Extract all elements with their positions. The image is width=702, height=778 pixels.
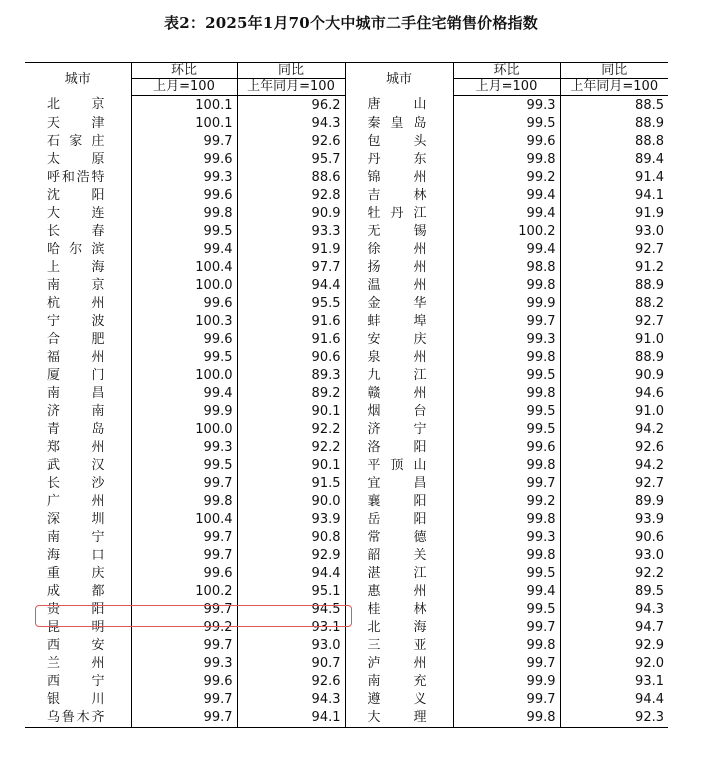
table-row <box>25 258 668 276</box>
city-name-left: 长春 <box>47 223 105 239</box>
table-row <box>25 294 668 312</box>
table-row <box>25 528 668 546</box>
mom-value-left: 99.3 <box>131 168 237 186</box>
mom-value-left: 99.3 <box>131 654 237 672</box>
city-name-right: 扬州 <box>345 258 453 276</box>
mom-value-right: 99.8 <box>453 384 560 402</box>
mom-value-left: 100.0 <box>131 420 237 438</box>
mom-base-left: 上月=100 <box>131 79 237 96</box>
table-row <box>25 510 668 528</box>
city-name-right: 宜昌 <box>345 474 453 492</box>
yoy-value-left: 90.0 <box>237 492 345 510</box>
yoy-value-left: 90.8 <box>237 528 345 546</box>
yoy-value-right: 90.9 <box>560 366 668 384</box>
table-title: 表2：2025年1月70个大中城市二手住宅销售价格指数 <box>164 14 538 32</box>
mom-value-left: 99.6 <box>131 150 237 168</box>
yoy-value-left: 93.1 <box>237 618 345 636</box>
city-name-right: 韶关 <box>345 546 453 564</box>
mom-value-right: 99.7 <box>453 654 560 672</box>
highlight-box <box>35 605 352 627</box>
yoy-value-left: 91.6 <box>237 312 345 330</box>
yoy-value-right: 88.9 <box>560 114 668 132</box>
city-name-left: 乌鲁木齐 <box>25 708 131 728</box>
city-name-right: 常德 <box>345 528 453 546</box>
city-name-right: 湛江 <box>345 564 453 582</box>
mom-header-right: 环比 <box>453 63 560 79</box>
mom-value-right: 99.8 <box>453 708 560 728</box>
city-name-left: 杭州 <box>47 295 105 311</box>
mom-value-left: 100.0 <box>131 276 237 294</box>
city-name-right: 金华 <box>345 294 453 312</box>
city-name-right: 桂林 <box>345 600 453 618</box>
yoy-value-left: 94.3 <box>237 114 345 132</box>
mom-value-right: 99.9 <box>453 294 560 312</box>
mom-value-right: 99.6 <box>453 438 560 456</box>
city-name-right: 泉州 <box>345 348 453 366</box>
mom-value-right: 100.2 <box>453 222 560 240</box>
mom-value-left: 99.2 <box>131 618 237 636</box>
yoy-value-left: 94.4 <box>237 564 345 582</box>
city-name-right: 锦州 <box>345 168 453 186</box>
city-name-left: 深圳 <box>47 511 105 527</box>
mom-value-left: 99.8 <box>131 492 237 510</box>
mom-value-left: 99.6 <box>131 294 237 312</box>
yoy-value-left: 91.5 <box>237 474 345 492</box>
table-row <box>25 204 668 222</box>
yoy-value-right: 91.0 <box>560 402 668 420</box>
yoy-value-left: 92.2 <box>237 438 345 456</box>
city-name-left: 海口 <box>47 547 105 563</box>
mom-value-left: 99.6 <box>131 672 237 690</box>
yoy-value-right: 91.2 <box>560 258 668 276</box>
city-name-left: 沈阳 <box>47 187 105 203</box>
city-name-right: 惠州 <box>345 582 453 600</box>
city-name-left: 昆明 <box>47 619 105 635</box>
table-row <box>25 114 668 132</box>
mom-value-right: 99.4 <box>453 186 560 204</box>
city-name-left: 天津 <box>47 115 105 131</box>
mom-header-left: 环比 <box>131 63 237 79</box>
city-header-left: 城市 <box>25 63 131 96</box>
mom-value-left: 99.3 <box>131 438 237 456</box>
table-row <box>25 366 668 384</box>
table-row <box>25 312 668 330</box>
yoy-value-right: 92.0 <box>560 654 668 672</box>
yoy-value-right: 88.5 <box>560 96 668 115</box>
yoy-value-left: 90.7 <box>237 654 345 672</box>
mom-value-right: 99.3 <box>453 528 560 546</box>
yoy-value-right: 89.9 <box>560 492 668 510</box>
mom-value-right: 99.5 <box>453 114 560 132</box>
yoy-value-right: 92.7 <box>560 312 668 330</box>
mom-value-left: 99.7 <box>131 528 237 546</box>
yoy-value-right: 94.2 <box>560 456 668 474</box>
yoy-value-left: 97.7 <box>237 258 345 276</box>
mom-value-left: 99.7 <box>131 474 237 492</box>
city-name-left: 银川 <box>47 691 105 707</box>
city-name-right: 吉林 <box>345 186 453 204</box>
mom-value-left: 99.7 <box>131 690 237 708</box>
city-name-right: 安庆 <box>345 330 453 348</box>
city-name-right: 丹东 <box>345 150 453 168</box>
table-row <box>25 690 668 708</box>
yoy-value-left: 95.5 <box>237 294 345 312</box>
yoy-value-left: 93.9 <box>237 510 345 528</box>
yoy-value-right: 94.2 <box>560 420 668 438</box>
city-name-left: 西宁 <box>47 673 105 689</box>
city-name-left: 南昌 <box>47 385 105 401</box>
table-row <box>25 132 668 150</box>
mom-value-left: 99.5 <box>131 348 237 366</box>
yoy-value-left: 96.2 <box>237 96 345 115</box>
yoy-value-right: 91.4 <box>560 168 668 186</box>
mom-value-right: 99.2 <box>453 492 560 510</box>
yoy-value-right: 92.7 <box>560 240 668 258</box>
mom-value-left: 100.3 <box>131 312 237 330</box>
yoy-value-left: 90.1 <box>237 456 345 474</box>
city-name-left: 郑州 <box>47 439 105 455</box>
yoy-value-right: 91.9 <box>560 204 668 222</box>
mom-value-right: 99.7 <box>453 690 560 708</box>
table-row <box>25 384 668 402</box>
table-row <box>25 240 668 258</box>
yoy-value-left: 88.6 <box>237 168 345 186</box>
table-row <box>25 420 668 438</box>
city-name-left: 长沙 <box>47 475 105 491</box>
mom-value-right: 99.8 <box>453 348 560 366</box>
city-name-left: 哈尔滨 <box>47 241 105 257</box>
city-name-left: 兰州 <box>47 655 105 671</box>
yoy-value-right: 91.0 <box>560 330 668 348</box>
mom-value-left: 99.4 <box>131 384 237 402</box>
table-row <box>25 402 668 420</box>
city-name-right: 洛阳 <box>345 438 453 456</box>
table-row <box>25 456 668 474</box>
yoy-value-left: 92.8 <box>237 186 345 204</box>
mom-value-left: 100.4 <box>131 258 237 276</box>
mom-value-right: 99.8 <box>453 510 560 528</box>
table-row <box>25 330 668 348</box>
yoy-value-left: 92.2 <box>237 420 345 438</box>
yoy-value-right: 89.5 <box>560 582 668 600</box>
yoy-value-right: 94.7 <box>560 618 668 636</box>
yoy-value-left: 91.6 <box>237 330 345 348</box>
table-row <box>25 636 668 654</box>
table-row <box>25 348 668 366</box>
table-row <box>25 708 668 728</box>
mom-value-left: 99.6 <box>131 186 237 204</box>
yoy-value-left: 92.6 <box>237 132 345 150</box>
yoy-value-left: 89.2 <box>237 384 345 402</box>
mom-value-left: 100.0 <box>131 366 237 384</box>
city-name-left: 宁波 <box>47 313 105 329</box>
city-name-left: 西安 <box>47 637 105 653</box>
city-name-right: 徐州 <box>345 240 453 258</box>
mom-value-right: 99.3 <box>453 330 560 348</box>
city-name-right: 济宁 <box>345 420 453 438</box>
yoy-value-right: 88.9 <box>560 276 668 294</box>
mom-value-left: 99.8 <box>131 204 237 222</box>
city-name-left: 石家庄 <box>47 133 105 149</box>
city-name-right: 北海 <box>345 618 453 636</box>
mom-value-right: 99.5 <box>453 600 560 618</box>
yoy-value-left: 92.6 <box>237 672 345 690</box>
city-name-right: 烟台 <box>345 402 453 420</box>
mom-base-right: 上月=100 <box>453 79 560 96</box>
table-row <box>25 474 668 492</box>
city-name-right: 赣州 <box>345 384 453 402</box>
city-name-right: 大理 <box>345 708 453 728</box>
mom-value-left: 99.7 <box>131 132 237 150</box>
mom-value-left: 99.7 <box>131 600 237 618</box>
mom-value-left: 100.2 <box>131 582 237 600</box>
yoy-value-right: 90.6 <box>560 528 668 546</box>
table-row <box>25 168 668 186</box>
city-name-right: 九江 <box>345 366 453 384</box>
yoy-value-right: 92.7 <box>560 474 668 492</box>
mom-value-right: 99.5 <box>453 420 560 438</box>
city-name-right: 无锡 <box>345 222 453 240</box>
mom-value-right: 99.8 <box>453 456 560 474</box>
table-row <box>25 186 668 204</box>
yoy-value-left: 93.0 <box>237 636 345 654</box>
yoy-value-right: 94.4 <box>560 690 668 708</box>
yoy-value-right: 92.6 <box>560 438 668 456</box>
city-name-right: 三亚 <box>345 636 453 654</box>
yoy-value-left: 95.7 <box>237 150 345 168</box>
city-name-left: 济南 <box>47 403 105 419</box>
city-header-right: 城市 <box>345 63 453 96</box>
city-name-left: 青岛 <box>47 421 105 437</box>
yoy-value-right: 93.0 <box>560 222 668 240</box>
mom-value-right: 99.8 <box>453 150 560 168</box>
mom-value-right: 99.8 <box>453 636 560 654</box>
mom-value-right: 99.7 <box>453 312 560 330</box>
mom-value-left: 100.4 <box>131 510 237 528</box>
yoy-base-right: 上年同月=100 <box>560 79 668 96</box>
city-name-left: 武汉 <box>47 457 105 473</box>
mom-value-right: 98.8 <box>453 258 560 276</box>
yoy-value-left: 95.1 <box>237 582 345 600</box>
mom-value-right: 99.4 <box>453 582 560 600</box>
mom-value-right: 99.6 <box>453 132 560 150</box>
table-body <box>25 96 668 728</box>
city-name-left: 成都 <box>47 583 105 599</box>
mom-value-left: 99.6 <box>131 330 237 348</box>
city-name-right: 平顶山 <box>345 456 453 474</box>
city-name-right: 岳阳 <box>345 510 453 528</box>
city-name-left: 上海 <box>47 259 105 275</box>
table-row <box>25 222 668 240</box>
mom-value-right: 99.3 <box>453 96 560 115</box>
city-name-right: 唐山 <box>345 96 453 115</box>
mom-value-right: 99.4 <box>453 240 560 258</box>
yoy-value-left: 93.3 <box>237 222 345 240</box>
city-name-right: 南充 <box>345 672 453 690</box>
yoy-value-left: 94.3 <box>237 690 345 708</box>
yoy-value-left: 94.4 <box>237 276 345 294</box>
mom-value-left: 99.5 <box>131 456 237 474</box>
mom-value-left: 99.7 <box>131 636 237 654</box>
city-name-left: 贵阳 <box>47 601 105 617</box>
city-name-right: 包头 <box>345 132 453 150</box>
table-header <box>25 63 668 96</box>
city-name-left: 北京 <box>47 97 105 113</box>
table-row <box>25 96 668 115</box>
city-name-left: 重庆 <box>47 565 105 581</box>
city-name-left: 广州 <box>47 493 105 509</box>
city-name-left: 福州 <box>47 349 105 365</box>
city-name-right: 泸州 <box>345 654 453 672</box>
yoy-header-right: 同比 <box>560 63 668 79</box>
yoy-value-left: 94.5 <box>237 600 345 618</box>
mom-value-right: 99.9 <box>453 672 560 690</box>
price-index-table <box>25 62 668 728</box>
city-name-left: 大连 <box>47 205 105 221</box>
yoy-value-right: 93.0 <box>560 546 668 564</box>
mom-value-right: 99.4 <box>453 204 560 222</box>
city-name-right: 襄阳 <box>345 492 453 510</box>
city-name-right: 牡丹江 <box>345 204 453 222</box>
yoy-value-left: 89.3 <box>237 366 345 384</box>
table-row <box>25 654 668 672</box>
table-row <box>25 276 668 294</box>
yoy-value-left: 90.9 <box>237 204 345 222</box>
yoy-value-left: 91.9 <box>237 240 345 258</box>
mom-value-left: 99.7 <box>131 708 237 728</box>
mom-value-right: 99.8 <box>453 546 560 564</box>
yoy-value-left: 92.9 <box>237 546 345 564</box>
mom-value-right: 99.2 <box>453 168 560 186</box>
mom-value-right: 99.5 <box>453 402 560 420</box>
yoy-value-right: 94.1 <box>560 186 668 204</box>
table-row <box>25 546 668 564</box>
yoy-value-right: 88.9 <box>560 348 668 366</box>
yoy-value-right: 93.1 <box>560 672 668 690</box>
city-name-left: 太原 <box>47 151 105 167</box>
yoy-value-right: 88.2 <box>560 294 668 312</box>
yoy-value-right: 92.3 <box>560 708 668 728</box>
table-row <box>25 492 668 510</box>
yoy-value-right: 94.6 <box>560 384 668 402</box>
mom-value-right: 99.7 <box>453 474 560 492</box>
mom-value-right: 99.8 <box>453 276 560 294</box>
yoy-value-right: 92.2 <box>560 564 668 582</box>
city-name-left: 厦门 <box>47 367 105 383</box>
mom-value-left: 99.7 <box>131 546 237 564</box>
mom-value-left: 100.1 <box>131 114 237 132</box>
city-name-left: 南京 <box>47 277 105 293</box>
city-name-right: 秦皇岛 <box>345 114 453 132</box>
mom-value-left: 99.5 <box>131 222 237 240</box>
table-row <box>25 564 668 582</box>
city-name-right: 温州 <box>345 276 453 294</box>
yoy-value-right: 93.9 <box>560 510 668 528</box>
city-name-left: 南宁 <box>47 529 105 545</box>
yoy-value-right: 94.3 <box>560 600 668 618</box>
mom-value-left: 100.1 <box>131 96 237 115</box>
yoy-value-right: 88.8 <box>560 132 668 150</box>
city-name-left: 呼和浩特 <box>47 169 105 185</box>
yoy-base-left: 上年同月=100 <box>237 79 345 96</box>
mom-value-right: 99.5 <box>453 564 560 582</box>
table-row <box>25 150 668 168</box>
mom-value-left: 99.9 <box>131 402 237 420</box>
yoy-value-left: 90.6 <box>237 348 345 366</box>
yoy-header-left: 同比 <box>237 63 345 79</box>
yoy-value-left: 90.1 <box>237 402 345 420</box>
mom-value-left: 99.4 <box>131 240 237 258</box>
city-name-right: 遵义 <box>345 690 453 708</box>
table-row <box>25 438 668 456</box>
table-row <box>25 582 668 600</box>
yoy-value-right: 92.9 <box>560 636 668 654</box>
yoy-value-right: 89.4 <box>560 150 668 168</box>
mom-value-right: 99.7 <box>453 618 560 636</box>
city-name-left: 合肥 <box>47 331 105 347</box>
yoy-value-left: 94.1 <box>237 708 345 728</box>
city-name-right: 蚌埠 <box>345 312 453 330</box>
mom-value-left: 99.6 <box>131 564 237 582</box>
mom-value-right: 99.5 <box>453 366 560 384</box>
table-row <box>25 672 668 690</box>
